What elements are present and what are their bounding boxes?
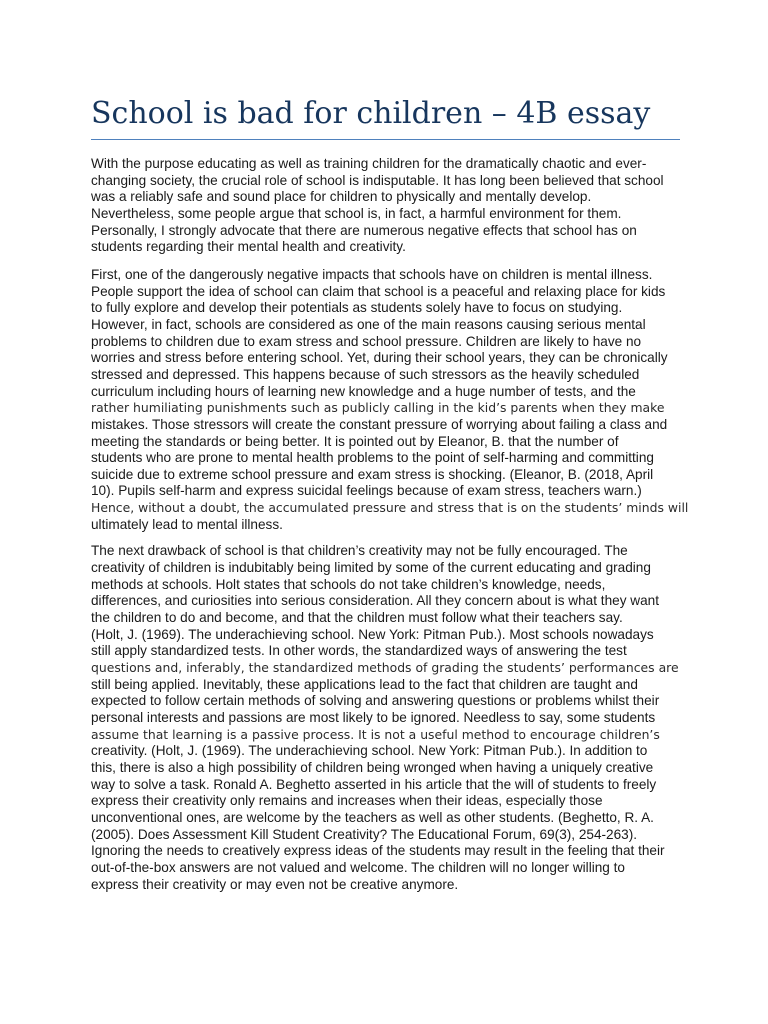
text-line: still apply standardized tests. In other words, the standardized ways of answering the test [91,643,627,659]
text-line: unconventional ones, are welcome by the teachers as well as other students. (Beghetto, R. A. [91,809,654,825]
text-line: Nevertheless, some people argue that school is, in fact, a harmful environment for them. [91,205,622,221]
text-line: 10). Pupils self-harm and express suicidal feelings because of exam stress, teachers warn.) [91,483,642,499]
text-line: (Holt, J. (1969). The underachieving school. New York: Pitman Pub.). Most schools nowadays [91,626,654,642]
text-line: People support the idea of school can claim that school is a peaceful and relaxing place for kids [91,283,666,299]
text-line: students regarding their mental health and creativity. [91,239,406,255]
text-line: meeting the standards or being better. It is pointed out by Eleanor, B. that the number of [91,433,619,449]
text-line: differences, and curiosities into serious consideration. All they concern about is what they want [91,593,659,609]
text-line: ultimately lead to mental illness. [91,516,283,532]
text-line: worries and stress before entering school. Yet, during their school years, they can be chronically [91,350,668,366]
paragraph-1 [91,156,679,256]
text-line: assume that learning is a passive process. It is not a useful method to encourage children’s [91,726,660,742]
document-body [91,156,689,893]
text-line: still being applied. Inevitably, these applications lead to the fact that children are taught and [91,676,638,692]
text-line: out-of-the-box answers are not valued and welcome. The children will no longer willing to [91,859,625,875]
text-line: this, there is also a high possibility of children being wronged when having a uniquely creative [91,759,654,775]
text-line: express their creativity or may even not be creative anymore. [91,876,459,892]
text-line: personal interests and passions are most likely to be ignored. Needless to say, some students [91,710,656,725]
text-line: the children to do and become, and that the children must follow what their teachers say. [91,610,623,626]
text-line: stressed and depressed. This happens because of such stressors as the heavily scheduled [91,366,640,382]
text-line: changing society, the crucial role of school is indisputable. It has long been believed that school [91,172,664,188]
text-line: First, one of the dangerously negative impacts that schools have on children is mental illness. [91,266,653,282]
text-line: creativity. (Holt, J. (1969). The underachieving school. New York: Pitman Pub.). In addition to [91,743,648,759]
text-line: The next drawback of school is that children’s creativity may not be fully encouraged. The [91,543,628,559]
text-line: suicide due to extreme school pressure and exam stress is shocking. (Eleanor, B. (2018, April [91,466,654,482]
text-line: students who are prone to mental health problems to the point of self-harming and committing [91,450,654,466]
document-title: School is bad for children – 4B essay [91,96,651,131]
text-line: creativity of children is indubitably being limited by some of the current educating and grading [91,560,651,576]
text-line: rather humiliating punishments such as publicly calling in the kid’s parents when they make [91,400,665,416]
text-line: way to solve a task. Ronald A. Beghetto asserted in his article that the will of students to freely [91,776,657,792]
text-line: Ignoring the needs to creatively express ideas of the students may result in the feeling that their [91,843,665,859]
text-line: However, in fact, schools are considered as one of the main reasons causing serious mental [91,316,646,332]
text-line: expected to follow certain methods of solving and answering questions or problems whilst their [91,693,660,709]
text-line: was a reliably safe and sound place for children to physically and mentally develop. [91,189,592,205]
text-line: problems to children due to exam stress and school pressure. Children are likely to have no [91,333,642,349]
text-line: curriculum including hours of learning new knowledge and a huge number of tests, and the [91,383,636,399]
text-line: (2005). Does Assessment Kill Student Creativity? The Educational Forum, 69(3), 254-263). [91,826,638,842]
text-line: methods at schools. Holt states that schools do not take children’s knowledge, needs, [91,576,606,592]
title-underline [91,139,680,140]
text-line: Hence, without a doubt, the accumulated pressure and stress that is on the students’ minds will [91,500,689,516]
text-line: mistakes. Those stressors will create the constant pressure of worrying about failing a class and [91,416,668,432]
text-line: express their creativity only remains and increases when their ideas, especially those [91,793,603,809]
text-line: questions and, inferably, the standardized methods of grading the students’ performances are [91,660,679,676]
text-line: Personally, I strongly advocate that there are numerous negative effects that school has on [91,222,637,238]
text-line: to fully explore and develop their potentials as students solely have to focus on studying. [91,300,623,316]
text-line: With the purpose educating as well as training children for the dramatically chaotic and ever- [91,156,647,171]
paragraph-2 [91,266,689,534]
paragraph-3 [91,543,679,893]
